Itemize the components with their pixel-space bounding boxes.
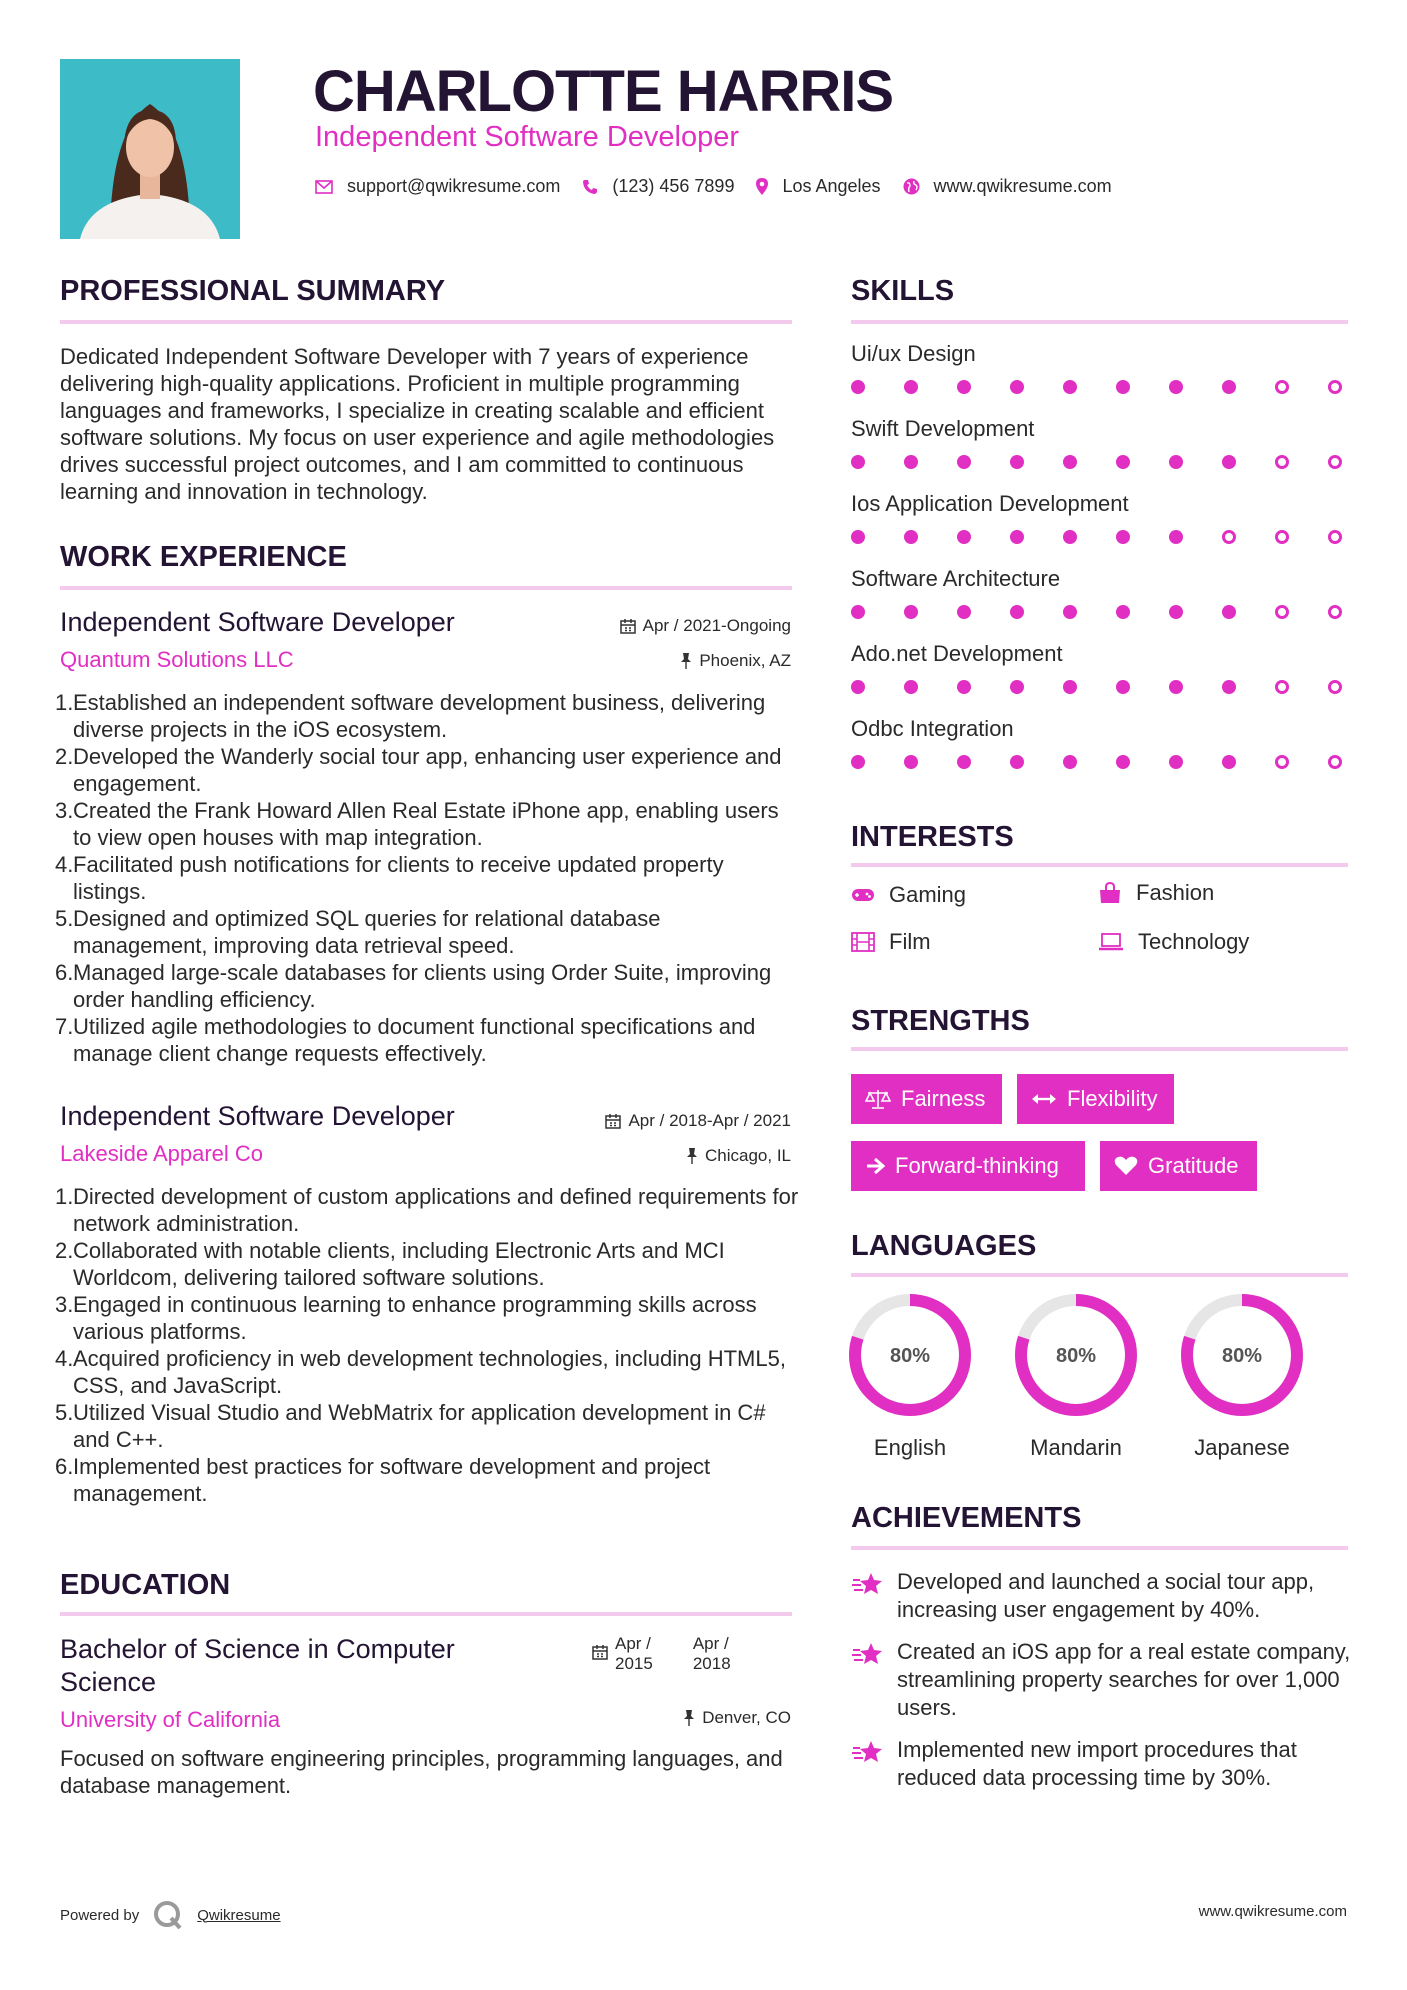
job-company: Lakeside Apparel Co [60, 1141, 264, 1166]
rating-dot-filled [851, 680, 865, 694]
interest-item [851, 882, 966, 908]
interest-item [1098, 880, 1214, 906]
shooting-star-icon [851, 1570, 885, 1598]
arrows-horizontal-icon [1031, 1092, 1057, 1106]
strength-chip [851, 1074, 1002, 1124]
contact-email[interactable]: support@qwikresume.com [347, 176, 561, 196]
contact-bar [315, 176, 1134, 197]
rating-dot-filled [1169, 455, 1183, 469]
list-item: 5. Utilized Visual Studio and WebMatrix for application development in C# and C++. [55, 1400, 766, 1452]
pushpin-icon [680, 653, 692, 669]
achievements-divider [851, 1546, 1348, 1550]
list-item: 6. Managed large-scale databases for clients using Order Suite, improving order handling efficiency. [55, 960, 772, 1012]
school-name: University of California [60, 1707, 281, 1732]
rating-dot-filled [1063, 380, 1077, 394]
strength-chip [1017, 1074, 1174, 1124]
calendar-icon [605, 1113, 621, 1129]
rating-dot-filled [1063, 755, 1077, 769]
footer-powered-by [60, 1900, 281, 1930]
education-heading: EDUCATION [60, 1569, 231, 1601]
qwikresume-logo-icon [153, 1900, 183, 1930]
achievements-list [851, 1568, 1351, 1792]
envelope-icon [315, 180, 333, 194]
shooting-star-icon [851, 1640, 885, 1668]
rating-dot-filled [1116, 755, 1130, 769]
pushpin-icon [683, 1710, 695, 1726]
education-end: Apr / [692, 1634, 729, 1653]
rating-dot-filled [1116, 530, 1130, 544]
rating-dot-empty [1222, 530, 1236, 544]
rating-dot-filled [1063, 455, 1077, 469]
profile-photo [60, 59, 240, 239]
language-name: English [873, 1435, 947, 1460]
interest-label: Gaming [889, 882, 967, 907]
skills-list [851, 341, 1351, 791]
languages-divider [851, 1273, 1348, 1277]
rating-dot-filled [1222, 755, 1236, 769]
laptop-icon [1098, 933, 1124, 951]
interest-label: Technology [1138, 929, 1250, 954]
languages-heading: LANGUAGES [851, 1230, 1037, 1262]
education-description: Focused on software engineering principles, programming languages, and database management. [60, 1746, 783, 1798]
achievement-text: Implemented new import procedures that reduced data processing time by 30%. [897, 1737, 1297, 1790]
skill-name: Ado.net Development [851, 641, 1063, 666]
rating-dot-filled [1169, 605, 1183, 619]
rating-dot-empty [1275, 380, 1289, 394]
rating-dot-filled [1169, 755, 1183, 769]
candidate-name: CHARLOTTE HARRIS [313, 59, 894, 124]
rating-dot-empty [1275, 605, 1289, 619]
job-location [680, 651, 791, 671]
list-item: 4. Acquired proficiency in web development technologies, including HTML5, CSS, and JavaScript. [55, 1346, 786, 1398]
job-date-text: Apr / 2021-Ongoing [642, 616, 791, 635]
rating-dot-filled [851, 530, 865, 544]
candidate-title: Independent Software Developer [315, 121, 740, 153]
skill-rating [851, 680, 1351, 694]
job-bullets [55, 1183, 800, 1507]
rating-dot-filled [1116, 455, 1130, 469]
skill-name: Software Architecture [851, 566, 1061, 591]
rating-dot-filled [851, 455, 865, 469]
rating-dot-empty [1328, 530, 1342, 544]
rating-dot-empty [1275, 455, 1289, 469]
rating-dot-filled [904, 755, 918, 769]
achievements-heading: ACHIEVEMENTS [851, 1502, 1082, 1534]
experience-divider [60, 586, 792, 590]
job-location-text: Chicago, IL [705, 1146, 791, 1165]
language-item [1006, 1290, 1146, 1461]
globe-icon [903, 178, 920, 195]
rating-dot-filled [1222, 605, 1236, 619]
education-divider [60, 1612, 792, 1616]
interests-divider [851, 863, 1348, 867]
skill-rating [851, 530, 1351, 544]
arrow-right-icon [865, 1157, 885, 1175]
rating-dot-filled [1116, 380, 1130, 394]
degree-title-line: Bachelor of Science in Computer [60, 1634, 455, 1664]
rating-dot-filled [1063, 680, 1077, 694]
rating-dot-filled [1010, 530, 1024, 544]
language-ring [840, 1290, 980, 1420]
rating-dot-empty [1275, 755, 1289, 769]
skill-rating [851, 755, 1351, 769]
job-title: Independent Software Developer [60, 1101, 455, 1131]
degree-title-line: Science [60, 1667, 157, 1697]
job-location [686, 1146, 791, 1166]
rating-dot-filled [1063, 605, 1077, 619]
skill-name: Ios Application Development [851, 491, 1129, 516]
rating-dot-filled [851, 380, 865, 394]
job-date-text: Apr / 2018-Apr / 2021 [628, 1111, 791, 1130]
skill-name: Swift Development [851, 416, 1035, 441]
rating-dot-empty [1275, 680, 1289, 694]
contact-location: Los Angeles [782, 176, 881, 196]
skill-rating [851, 380, 1351, 394]
list-item: 3. Created the Frank Howard Allen Real Estate iPhone app, enabling users to view open houses with map integration. [55, 798, 779, 850]
list-item: 3. Engaged in continuous learning to enhance programming skills across various platforms. [55, 1292, 757, 1344]
language-name: Mandarin [1030, 1435, 1122, 1460]
language-ring [1172, 1290, 1312, 1420]
rating-dot-filled [957, 755, 971, 769]
interest-label: Film [889, 929, 931, 954]
contact-phone[interactable]: (123) 456 7899 [612, 176, 735, 196]
rating-dot-filled [1169, 530, 1183, 544]
rating-dot-filled [1222, 455, 1236, 469]
interests-heading: INTERESTS [851, 821, 1014, 853]
education-end: 2018 [692, 1654, 731, 1673]
rating-dot-filled [1116, 605, 1130, 619]
skill-item [851, 416, 1351, 491]
skill-item [851, 566, 1351, 641]
strengths-divider [851, 1047, 1348, 1051]
rating-dot-empty [1328, 755, 1342, 769]
shooting-star-icon [851, 1738, 885, 1766]
job-bullets [55, 689, 800, 1067]
language-ring [1006, 1290, 1146, 1420]
job-title: Independent Software Developer [60, 607, 455, 637]
film-icon [851, 932, 875, 952]
rating-dot-empty [1328, 605, 1342, 619]
languages-row [840, 1290, 1360, 1470]
rating-dot-filled [1010, 605, 1024, 619]
rating-dot-filled [1010, 380, 1024, 394]
footer-url[interactable]: www.qwikresume.com [1198, 1903, 1347, 1920]
summary-heading: PROFESSIONAL SUMMARY [60, 275, 446, 307]
skill-item [851, 641, 1351, 716]
job-location-text: Phoenix, AZ [699, 651, 791, 670]
strength-label: Flexibility [1067, 1086, 1158, 1111]
rating-dot-filled [904, 680, 918, 694]
rating-dot-filled [1169, 680, 1183, 694]
summary-divider [60, 320, 792, 324]
rating-dot-filled [1222, 380, 1236, 394]
strengths-heading: STRENGTHS [851, 1005, 1030, 1037]
list-item: 2. Collaborated with notable clients, including Electronic Arts and MCI Worldcom, delivering tailored software solutions. [55, 1238, 725, 1290]
rating-dot-filled [904, 380, 918, 394]
skills-heading: SKILLS [851, 275, 955, 307]
rating-dot-filled [1169, 380, 1183, 394]
education-start: 2015 [615, 1654, 653, 1673]
list-item: 2. Developed the Wanderly social tour app, enhancing user experience and engagement. [55, 744, 782, 796]
strength-label: Gratitude [1148, 1153, 1239, 1178]
degree-title [60, 1633, 455, 1699]
interest-item [1098, 929, 1249, 955]
list-item: 1. Directed development of custom applications and defined requirements for network administration. [55, 1184, 799, 1236]
skill-item [851, 716, 1351, 791]
list-item: 7. Utilized agile methodologies to document functional specifications and manage client change requests effectively. [55, 1014, 756, 1066]
powered-by-text: Powered by [60, 1906, 140, 1924]
language-percent: 80% [1055, 1345, 1097, 1367]
phone-icon [582, 179, 598, 195]
strength-label: Fairness [901, 1086, 986, 1111]
job-date [620, 616, 791, 636]
education-date [592, 1634, 731, 1674]
language-item [840, 1290, 980, 1461]
rating-dot-filled [1116, 680, 1130, 694]
summary-text: Dedicated Independent Software Developer with 7 years of experience delivering high-quality applications. Proficient in multiple programming languages and frameworks, I specialize in creating scalable and efficient software solutions. My focus on user experience and agile methodologies drives successful project outcomes, and I am committed to continuous learning and innovation in technology. [60, 344, 775, 504]
skill-name: Odbc Integration [851, 716, 1014, 741]
list-item: 1. Established an independent software development business, delivering diverse projects in the iOS ecosystem. [55, 690, 766, 742]
language-name: Japanese [1194, 1435, 1290, 1460]
strength-chip [1100, 1141, 1257, 1191]
rating-dot-empty [1275, 530, 1289, 544]
job-date [605, 1111, 791, 1131]
list-item: 6. Implemented best practices for software development and project management. [55, 1454, 711, 1506]
rating-dot-filled [957, 605, 971, 619]
calendar-icon [592, 1644, 608, 1660]
achievement-item [851, 1736, 1351, 1792]
language-percent: 80% [1221, 1345, 1263, 1367]
rating-dot-filled [1010, 755, 1024, 769]
language-item [1172, 1290, 1312, 1461]
list-item: 5. Designed and optimized SQL queries for relational database management, improving data retrieval speed. [55, 906, 661, 958]
pushpin-icon [686, 1148, 698, 1164]
skill-item [851, 491, 1351, 566]
skill-rating [851, 605, 1351, 619]
achievement-item [851, 1638, 1351, 1722]
skill-rating [851, 455, 1351, 469]
rating-dot-filled [1222, 680, 1236, 694]
rating-dot-filled [957, 530, 971, 544]
job-company: Quantum Solutions LLC [60, 647, 294, 672]
shopping-bag-icon [1098, 882, 1122, 904]
map-pin-icon [756, 178, 768, 195]
rating-dot-filled [957, 680, 971, 694]
education-location [683, 1708, 791, 1728]
achievement-item [851, 1568, 1351, 1624]
skill-item [851, 341, 1351, 416]
experience-heading: WORK EXPERIENCE [60, 541, 347, 573]
rating-dot-filled [904, 530, 918, 544]
rating-dot-filled [851, 755, 865, 769]
rating-dot-filled [957, 380, 971, 394]
strength-chip [851, 1141, 1085, 1191]
contact-website[interactable]: www.qwikresume.com [933, 176, 1112, 196]
rating-dot-filled [851, 605, 865, 619]
interest-item [851, 929, 931, 955]
language-percent: 80% [889, 1345, 931, 1367]
rating-dot-filled [904, 605, 918, 619]
rating-dot-empty [1328, 455, 1342, 469]
heart-icon [1114, 1156, 1138, 1176]
achievement-text: Created an iOS app for a real estate company, streamlining property searches for over 1,000 users. [897, 1639, 1351, 1720]
gamepad-icon [851, 887, 875, 903]
rating-dot-filled [1010, 680, 1024, 694]
rating-dot-filled [1063, 530, 1077, 544]
rating-dot-filled [904, 455, 918, 469]
balance-scale-icon [865, 1089, 891, 1109]
rating-dot-empty [1328, 380, 1342, 394]
rating-dot-empty [1328, 680, 1342, 694]
skill-name: Ui/ux Design [851, 341, 976, 366]
education-location-text: Denver, CO [702, 1708, 791, 1727]
achievement-text: Developed and launched a social tour app, increasing user engagement by 40%. [897, 1569, 1315, 1622]
calendar-icon [620, 618, 636, 634]
rating-dot-filled [957, 455, 971, 469]
education-start: Apr / [615, 1634, 651, 1653]
rating-dot-filled [1010, 455, 1024, 469]
interest-label: Fashion [1136, 880, 1215, 905]
skills-divider [851, 320, 1348, 324]
brand-link[interactable]: Qwikresume [197, 1906, 281, 1924]
strength-label: Forward-thinking [895, 1153, 1059, 1178]
list-item: 4. Facilitated push notifications for clients to receive updated property listings. [55, 852, 724, 904]
